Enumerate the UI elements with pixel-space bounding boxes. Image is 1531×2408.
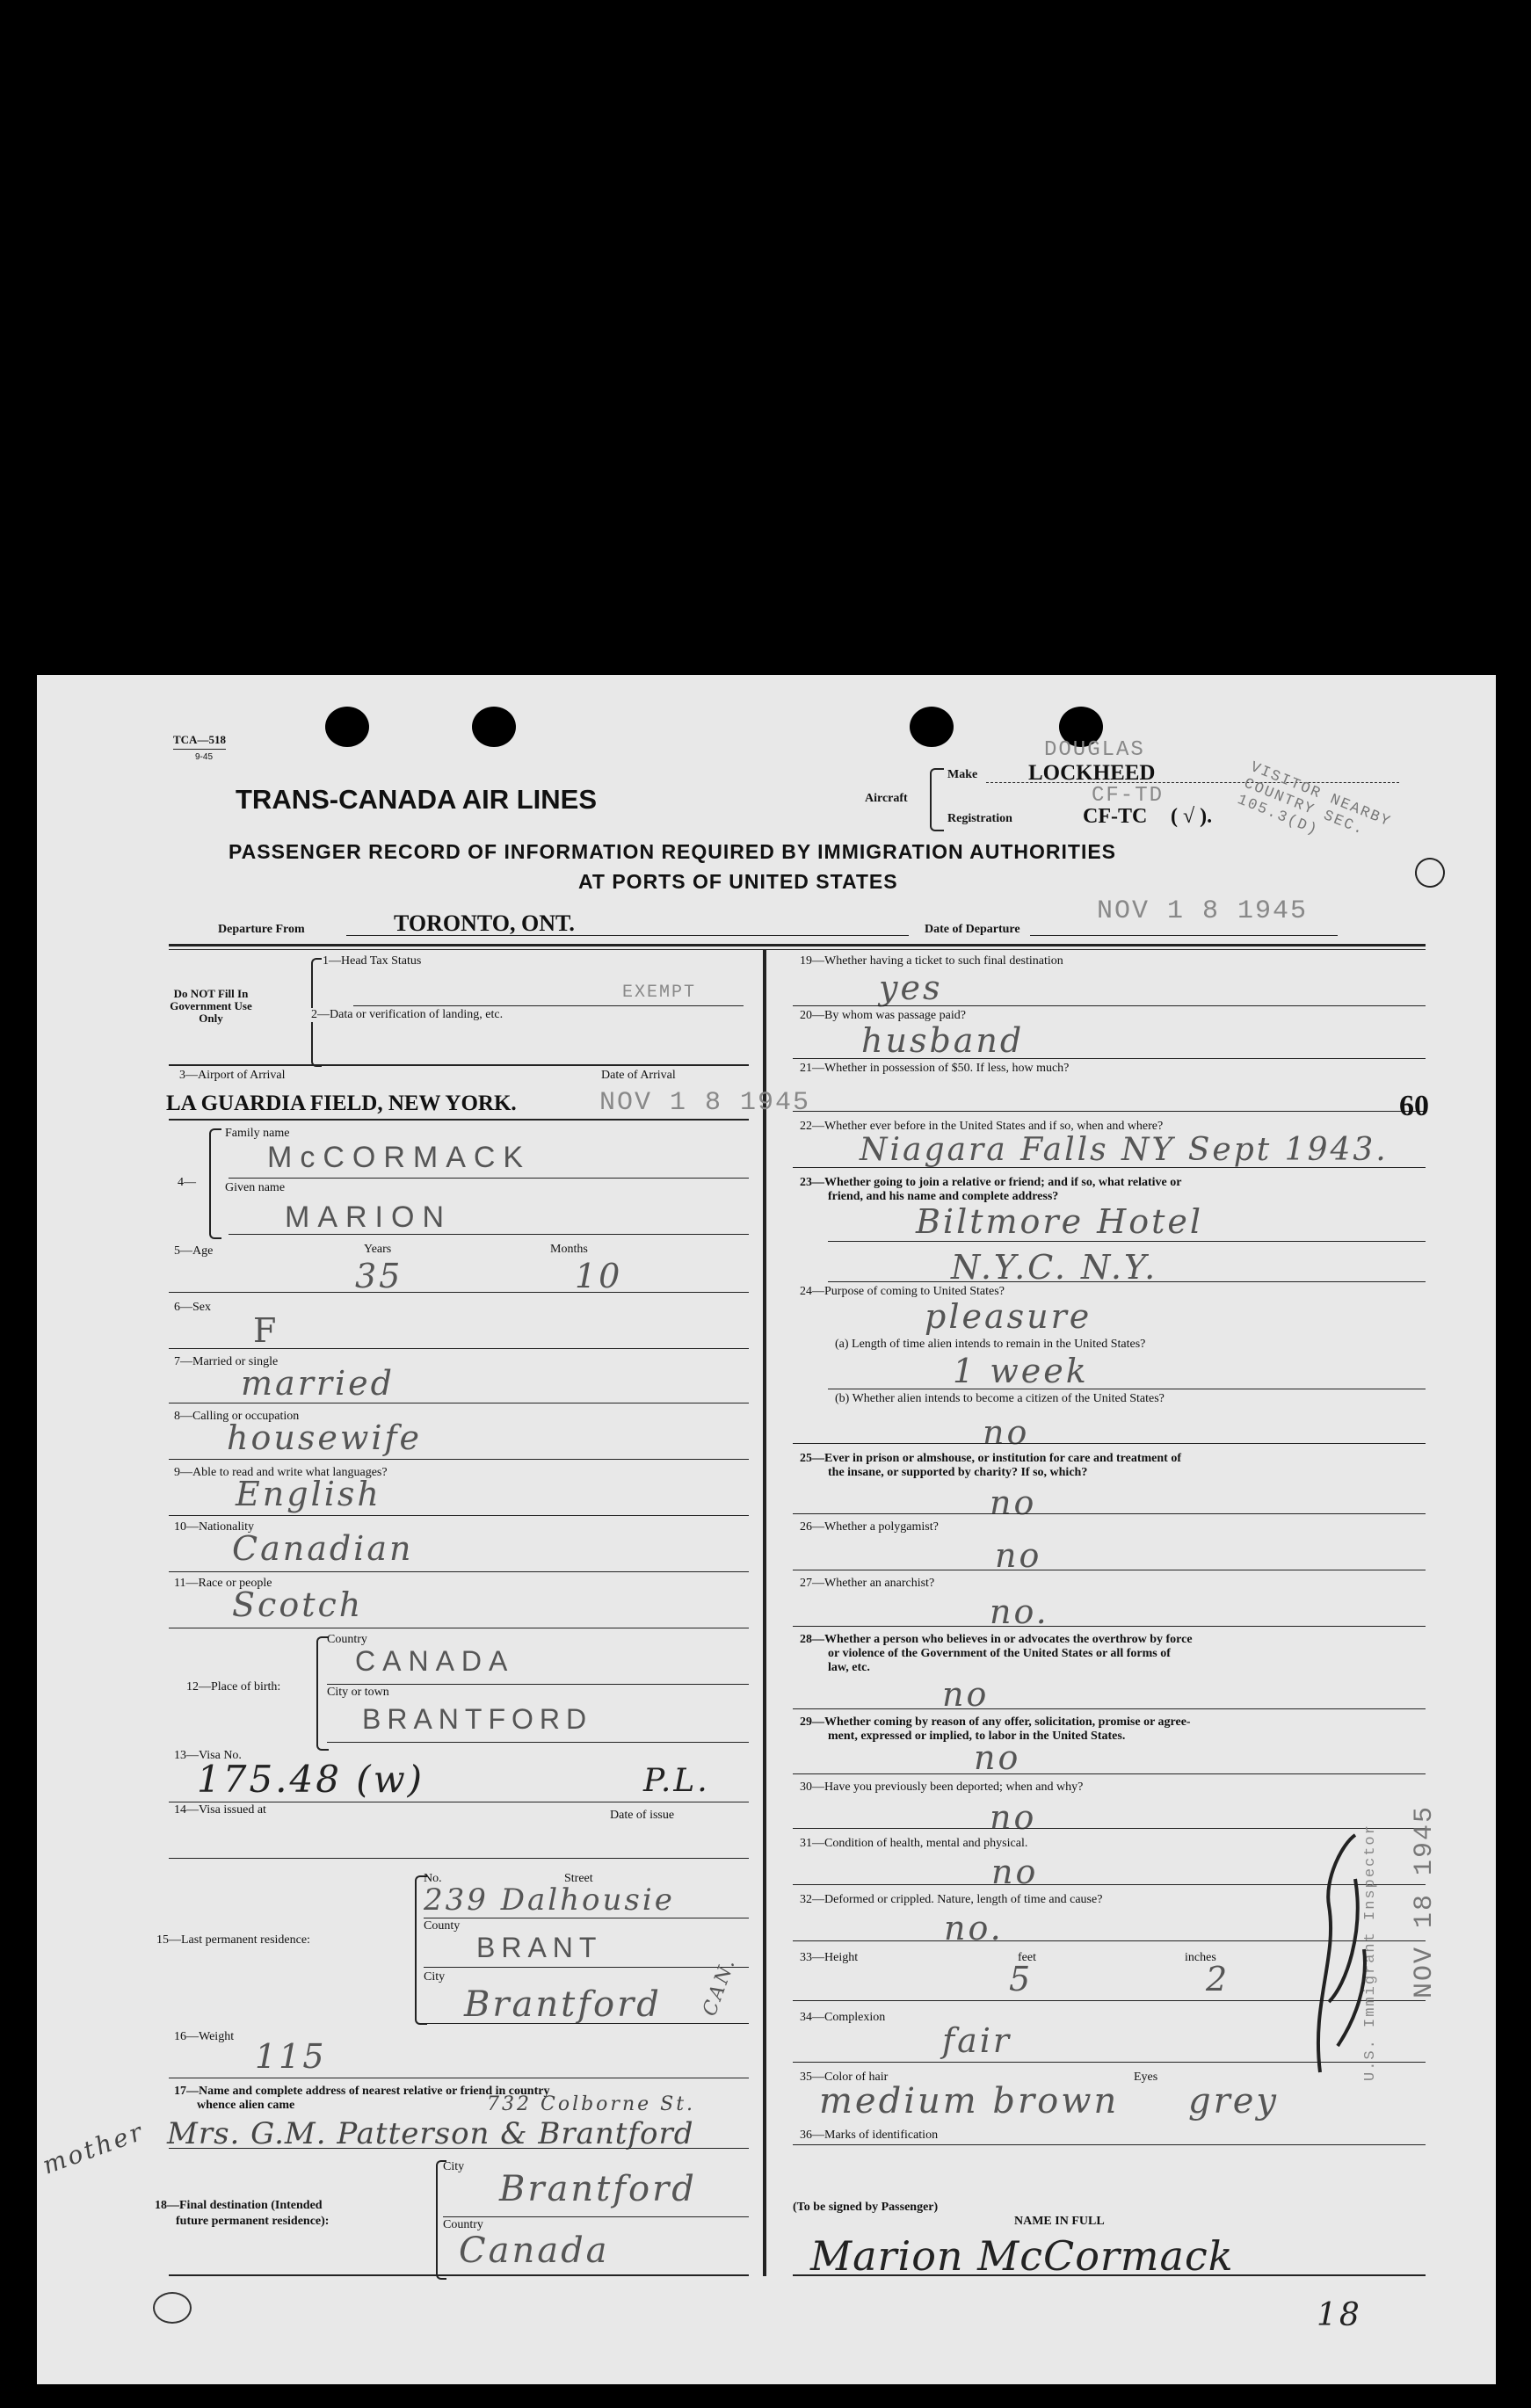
q7-label: 7—Married or single bbox=[174, 1355, 279, 1368]
punch-hole bbox=[472, 707, 516, 747]
name-in-full-label: NAME IN FULL bbox=[1014, 2215, 1105, 2228]
destination-city-value: Brantford bbox=[499, 2169, 697, 2209]
inches-label: inches bbox=[1185, 1951, 1216, 1964]
previous-visit-value: Niagara Falls NY Sept 1943. bbox=[860, 1132, 1389, 1168]
q28-label-line2: or violence of the Government of the United States or all forms of bbox=[828, 1647, 1171, 1660]
visitor-stamp: VISITOR NEARBY COUNTRY SEC. 105.3(D) bbox=[1234, 759, 1394, 840]
languages-value: English bbox=[236, 1475, 381, 1513]
inspector-stamp: U.S. Immigrant Inspector bbox=[1362, 1824, 1379, 2081]
visa-number-value: 175.48 (w) bbox=[197, 1758, 425, 1801]
q34-label: 34—Complexion bbox=[800, 2011, 886, 2024]
registration-check: ( √ ). bbox=[1171, 805, 1213, 828]
punch-hole bbox=[325, 707, 369, 747]
height-feet-value: 5 bbox=[1009, 1960, 1034, 1998]
no-label: No. bbox=[424, 1872, 442, 1885]
money-margin-value: 60 bbox=[1399, 1090, 1429, 1122]
country-label: Country bbox=[327, 1633, 367, 1646]
registration-value: CF-TC bbox=[1083, 805, 1148, 828]
months-value: 10 bbox=[575, 1257, 623, 1295]
form-title-line2: AT PORTS OF UNITED STATES bbox=[578, 870, 898, 893]
do-not-fill-label: Do NOT Fill In Government Use Only bbox=[170, 987, 252, 1025]
q10-label: 10—Nationality bbox=[174, 1520, 254, 1534]
purpose-value: pleasure bbox=[925, 1297, 1092, 1336]
q24a-label: (a) Length of time alien intends to remain in the United States? bbox=[835, 1338, 1146, 1351]
given-name-value: MARION bbox=[285, 1200, 452, 1234]
q14-label: 14—Visa issued at bbox=[174, 1803, 266, 1817]
county-value: BRANT bbox=[476, 1932, 603, 1963]
city-town-label: City or town bbox=[327, 1686, 389, 1699]
complexion-value: fair bbox=[942, 2021, 1012, 2060]
form-sheet bbox=[37, 675, 1496, 2384]
relative-street-value: 732 Colborne St. bbox=[487, 2093, 696, 2115]
visa-extra-value: P.L. bbox=[643, 1763, 710, 1799]
length-of-stay-value: 1 week bbox=[953, 1352, 1089, 1390]
q21-label: 21—Whether in possession of $50. If less, how much? bbox=[800, 1062, 1070, 1075]
date-arrival-stamp: NOV 1 8 1945 bbox=[599, 1088, 811, 1118]
given-name-label: Given name bbox=[225, 1181, 286, 1194]
relative-margin-note: mother bbox=[38, 2116, 149, 2180]
q24-label: 24—Purpose of coming to United States? bbox=[800, 1285, 1005, 1298]
punch-hole bbox=[910, 707, 954, 747]
polygamist-value: no bbox=[995, 1536, 1042, 1575]
q36-label: 36—Marks of identification bbox=[800, 2129, 939, 2142]
airline-name: TRANS-CANADA AIR LINES bbox=[236, 784, 598, 815]
make-stamp: DOUGLAS bbox=[1044, 738, 1145, 762]
circle-mark bbox=[1410, 852, 1450, 893]
date-departure-label: Date of Departure bbox=[925, 923, 1020, 936]
q33-label: 33—Height bbox=[800, 1951, 859, 1964]
airport-arrival-value: LA GUARDIA FIELD, NEW YORK. bbox=[166, 1092, 517, 1115]
deported-value: no bbox=[990, 1798, 1037, 1837]
q11-label: 11—Race or people bbox=[174, 1577, 272, 1590]
head-tax-stamp: EXEMPT bbox=[622, 983, 697, 1003]
registration-stamp: CF-TD bbox=[1092, 784, 1165, 808]
deformed-value: no. bbox=[944, 1909, 1004, 1947]
destination-city-label: City bbox=[443, 2160, 465, 2173]
citizen-intent-value: no bbox=[983, 1413, 1030, 1452]
q31-label: 31—Condition of health, mental and physical. bbox=[800, 1837, 1028, 1850]
passenger-signature: Marion McCormack bbox=[810, 2232, 1234, 2280]
q17-label-line2: whence alien came bbox=[197, 2099, 295, 2112]
q26-label: 26—Whether a polygamist? bbox=[800, 1520, 939, 1534]
birth-country-value: CANADA bbox=[355, 1645, 515, 1677]
sign-instruction: (To be signed by Passenger) bbox=[793, 2201, 939, 2214]
weight-value: 115 bbox=[255, 2037, 327, 2076]
city-label: City bbox=[424, 1970, 446, 1984]
q25-label-line2: the insane, or supported by charity? If so, which? bbox=[828, 1466, 1088, 1479]
nationality-value: Canadian bbox=[232, 1529, 414, 1568]
q20-label: 20—By whom was passage paid? bbox=[800, 1009, 966, 1022]
form-date-code: 9-45 bbox=[195, 752, 214, 762]
union-label-icon bbox=[153, 2292, 192, 2324]
date-arrival-label: Date of Arrival bbox=[601, 1069, 676, 1082]
q17-label-line1: 17—Name and complete address of nearest relative or friend in country bbox=[174, 2085, 550, 2098]
q18-label-line2: future permanent residence): bbox=[176, 2215, 330, 2228]
health-value: no bbox=[991, 1853, 1039, 1891]
q25-label-line1: 25—Ever in prison or almshouse, or institution for care and treatment of bbox=[800, 1452, 1181, 1465]
aircraft-label: Aircraft bbox=[865, 792, 908, 805]
months-label: Months bbox=[550, 1243, 588, 1256]
q23-label-line1: 23—Whether going to join a relative or friend; and if so, what relative or bbox=[800, 1176, 1182, 1189]
form-code: TCA—518 bbox=[173, 733, 226, 746]
q29-label-line1: 29—Whether coming by reason of any offer, solicitation, promise or agree- bbox=[800, 1715, 1191, 1729]
overthrow-value: no bbox=[942, 1675, 990, 1714]
date-departure-stamp: NOV 1 8 1945 bbox=[1097, 896, 1309, 926]
q28-label-line1: 28—Whether a person who believes in or advocates the overthrow by force bbox=[800, 1633, 1193, 1646]
destination-address-value: Biltmore Hotel bbox=[916, 1202, 1204, 1241]
date-issue-label: Date of issue bbox=[610, 1809, 675, 1822]
q15-label: 15—Last permanent residence: bbox=[156, 1933, 310, 1947]
q9-label: 9—Able to read and write what languages? bbox=[174, 1466, 388, 1479]
inspector-date-stamp: NOV 18 1945 bbox=[1410, 1804, 1440, 1998]
q13-label: 13—Visa No. bbox=[174, 1749, 242, 1762]
q3-label: 3—Airport of Arrival bbox=[179, 1069, 286, 1082]
street-label: Street bbox=[564, 1872, 593, 1885]
residence-city-value: Brantford bbox=[464, 1984, 662, 2025]
birth-city-value: BRANTFORD bbox=[362, 1703, 593, 1735]
occupation-value: housewife bbox=[227, 1418, 423, 1457]
family-name-value: McCORMACK bbox=[267, 1141, 532, 1174]
sex-value: F bbox=[253, 1311, 279, 1350]
destination-country-label: Country bbox=[443, 2218, 483, 2231]
q19-label: 19—Whether having a ticket to such final destination bbox=[800, 954, 1063, 968]
q8-label: 8—Calling or occupation bbox=[174, 1410, 300, 1423]
q23-label-line2: friend, and his name and complete address? bbox=[828, 1190, 1059, 1203]
q24b-label: (b) Whether alien intends to become a citizen of the United States? bbox=[835, 1392, 1165, 1405]
registration-label: Registration bbox=[947, 812, 1012, 825]
q1-label: 1—Head Tax Status bbox=[323, 954, 422, 968]
make-label: Make bbox=[947, 768, 978, 781]
q35-label: 35—Color of hair bbox=[800, 2071, 889, 2084]
q2-label: 2—Data or verification of landing, etc. bbox=[311, 1008, 504, 1021]
passage-paid-value: husband bbox=[861, 1021, 1025, 1060]
destination-city-state-value: N.Y.C. N.Y. bbox=[951, 1248, 1158, 1287]
ticket-value: yes bbox=[879, 968, 943, 1007]
years-label: Years bbox=[364, 1243, 392, 1256]
q28-label-line3: law, etc. bbox=[828, 1661, 870, 1674]
q6-label: 6—Sex bbox=[174, 1301, 211, 1314]
residence-country-note: CAN. bbox=[699, 1954, 741, 2020]
q29-label-line2: ment, expressed or implied, to labor in the United States. bbox=[828, 1730, 1126, 1743]
eye-color-value: grey bbox=[1188, 2081, 1279, 2122]
q12-label: 12—Place of birth: bbox=[186, 1680, 281, 1694]
departure-from-label: Departure From bbox=[218, 923, 305, 936]
form-title-line1: PASSENGER RECORD OF INFORMATION REQUIRED BY IMMIGRATION AUTHORITIES bbox=[229, 840, 1117, 863]
relative-name-value: Mrs. G.M. Patterson & Brantford bbox=[167, 2116, 694, 2151]
q5-label: 5—Age bbox=[174, 1244, 214, 1258]
family-name-label: Family name bbox=[225, 1127, 290, 1140]
q22-label: 22—Whether ever before in the United States and if so, when and where? bbox=[800, 1120, 1164, 1133]
feet-label: feet bbox=[1018, 1951, 1036, 1964]
eyes-label: Eyes bbox=[1134, 2071, 1158, 2084]
q16-label: 16—Weight bbox=[174, 2030, 235, 2043]
labor-offer-value: no bbox=[974, 1738, 1021, 1777]
prison-value: no bbox=[990, 1483, 1037, 1522]
marital-status-value: married bbox=[241, 1364, 395, 1403]
anarchist-value: no. bbox=[990, 1592, 1049, 1631]
page-number: 18 bbox=[1317, 2297, 1362, 2333]
hair-color-value: medium brown bbox=[819, 2081, 1120, 2122]
county-label: County bbox=[424, 1919, 461, 1933]
q30-label: 30—Have you previously been deported; when and why? bbox=[800, 1781, 1084, 1794]
make-value: LOCKHEED bbox=[1028, 761, 1156, 785]
q27-label: 27—Whether an anarchist? bbox=[800, 1577, 935, 1590]
q32-label: 32—Deformed or crippled. Nature, length of time and cause? bbox=[800, 1893, 1103, 1906]
q4-label: 4— bbox=[178, 1176, 196, 1189]
destination-country-value: Canada bbox=[459, 2230, 610, 2271]
height-inches-value: 2 bbox=[1206, 1960, 1230, 1998]
inspector-signature-icon bbox=[1302, 1826, 1382, 2081]
q18-label-line1: 18—Final destination (Intended bbox=[155, 2199, 323, 2212]
race-value: Scotch bbox=[232, 1585, 364, 1624]
departure-from-value: TORONTO, ONT. bbox=[394, 910, 575, 936]
years-value: 35 bbox=[355, 1257, 403, 1295]
street-value: 239 Dalhousie bbox=[424, 1882, 675, 1918]
